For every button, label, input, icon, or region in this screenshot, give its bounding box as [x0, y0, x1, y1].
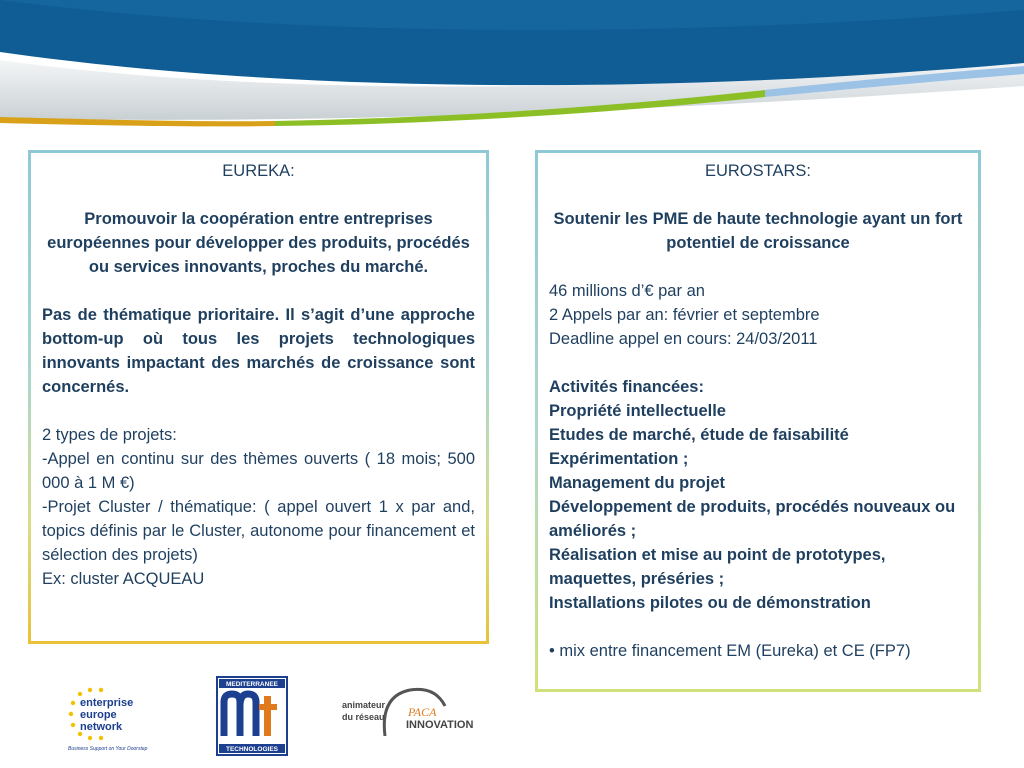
een-tagline: Business Support on Your Doorstep	[68, 746, 148, 752]
mt-top-text: MEDITERRANEE	[225, 681, 279, 688]
eurostars-subtitle: Soutenir les PME de haute technologie ayant un fort potentiel de croissance	[553, 210, 963, 252]
paca-brand2: INNOVATION	[406, 719, 474, 731]
een-line1: enterprise	[80, 697, 134, 709]
eurostars-note: • mix entre financement EM (Eureka) et CE (FP7)	[549, 642, 911, 660]
eureka-box	[28, 150, 489, 644]
eurostars-info-1: 46 millions d’€ par an	[549, 282, 705, 300]
eurostars-info-3: Deadline appel en cours: 24/03/2011	[549, 330, 818, 348]
eureka-title: EUREKA:	[222, 162, 295, 180]
eurostars-activity: Management du projet	[549, 474, 726, 492]
eureka-subtitle: Promouvoir la coopération entre entreprises européennes pour développer des produits, procédés ou services innovants, proches du marché.	[47, 210, 470, 276]
een-line2: europe	[80, 709, 117, 721]
mediterranee-technologies-logo	[216, 676, 288, 756]
een-line3: network	[80, 721, 123, 733]
paca-innovation-logo	[340, 676, 495, 756]
eureka-item-2: -Projet Cluster / thématique: ( appel ouvert 1 x par and, topics définis par le Cluster, autonome pour financement et sélection des projets)	[42, 498, 475, 564]
eurostars-activity: Développement de produits, procédés nouveaux ou améliorés ;	[549, 498, 956, 540]
eurostars-activity: Propriété intellectuelle	[549, 402, 726, 420]
header-banner	[0, 0, 1024, 130]
eurostars-title: EUROSTARS:	[704, 162, 812, 180]
paca-brand1: PACA	[408, 705, 437, 719]
paca-line1: animateur	[342, 700, 386, 710]
enterprise-europe-network-logo	[60, 676, 160, 756]
eureka-example: Ex: cluster ACQUEAU	[42, 570, 205, 588]
eureka-item-1: -Appel en continu sur des thèmes ouverts ( 18 mois; 500 000 à 1 M €)	[42, 450, 475, 492]
paca-line2: du réseau	[342, 712, 385, 722]
eurostars-activities-title: Activités financées:	[549, 378, 704, 396]
eurostars-info-2: 2 Appels par an: février et septembre	[549, 306, 820, 324]
eurostars-activity: Réalisation et mise au point de prototypes, maquettes, préséries ;	[549, 546, 886, 588]
eurostars-box	[535, 150, 981, 692]
eurostars-activity: Etudes de marché, étude de faisabilité	[549, 426, 849, 444]
eurostars-activity: Expérimentation ;	[549, 450, 689, 468]
eureka-bold-paragraph: Pas de thématique prioritaire. Il s’agit d’une approche bottom-up où tous les projets technologiques innovants impactant des marchés de croissance sont concernés.	[42, 306, 475, 396]
eureka-types-heading: 2 types de projets:	[42, 426, 177, 444]
eurostars-activity: Installations pilotes ou de démonstration	[549, 594, 871, 612]
mt-bottom-text: TECHNOLOGIES	[225, 746, 279, 753]
